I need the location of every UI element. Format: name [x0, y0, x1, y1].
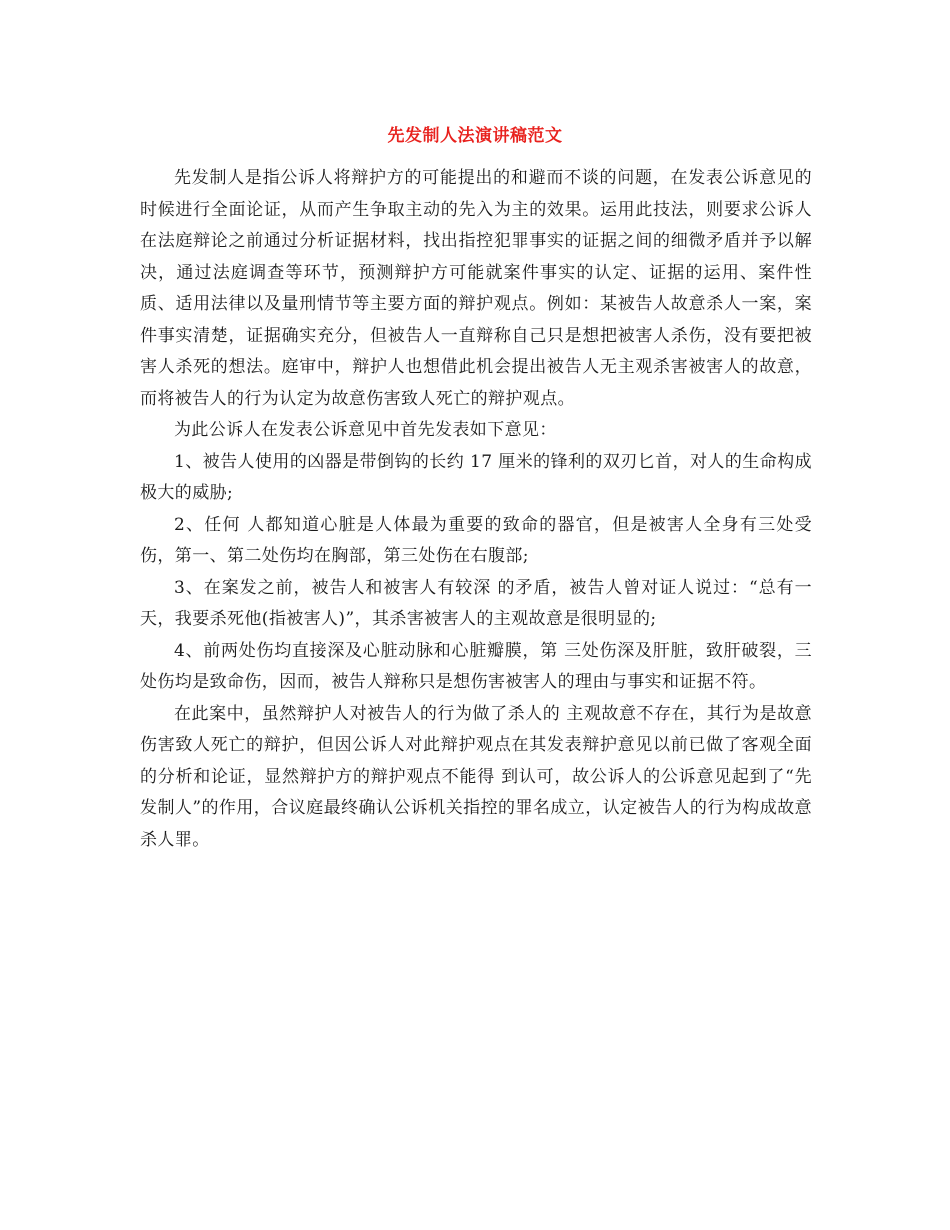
paragraph-point-1: 1、被告人使用的凶器是带倒钩的长约 17 厘米的锋利的双刃匕首，对人的生命构成极大的威胁; [140, 451, 812, 503]
paragraph-point-4: 4、前两处伤均直接深及心脏动脉和心脏瓣膜，第 三处伤深及肝脏，致肝破裂，三处伤均是致命伤，因而，被告人辩称只是想伤害被害人的理由与事实和证据不符。 [140, 640, 812, 692]
document-body [140, 163, 812, 856]
paragraph-point-3: 3、在案发之前，被告人和被害人有较深 的矛盾，被告人曾对证人说过：“总有一天，我要杀死他(指被害人)”，其杀害被害人的主观故意是很明显的; [140, 577, 812, 629]
paragraph-conclusion: 在此案中，虽然辩护人对被告人的行为做了杀人的 主观故意不存在，其行为是故意伤害致人死亡的辩护，但因公诉人对此辩护观点在其发表辩护意见以前已做了客观全面的分析和论证，显然辩护方的辩护观点不能得 到认可，故公诉人的公诉意见起到了“先发制人”的作用，合议庭最终确认公诉机关指控的罪名成立，认定被告人的行为构成故意杀人罪。 [140, 703, 812, 850]
document-title: 先发制人法演讲稿范文 [387, 126, 563, 146]
paragraph-intro: 先发制人是指公诉人将辩护方的可能提出的和避而不谈的问题，在发表公诉意见的时候进行全面论证，从而产生争取主动的先入为主的效果。运用此技法，则要求公诉人在法庭辩论之前通过分析证据材料，找出指控犯罪事实的证据之间的细微矛盾并予以解决，通过法庭调查等环节，预测辩护方可能就案件事实的认定、证据的运用、案件性质、适用法律以及量刑情节等主要方面的辩护观点。例如：某被告人故意杀人一案，案件事实清楚，证据确实充分，但被告人一直辩称自己只是想把被害人杀伤，没有要把被害人杀死的想法。庭审中，辩护人也想借此机会提出被告人无主观杀害被害人的故意，而将被告人的行为认定为故意伤害致人死亡的辩护观点。 [140, 168, 812, 409]
paragraph-opinion-lead: 为此公诉人在发表公诉意见中首先发表如下意见： [174, 420, 557, 440]
paragraph-point-2: 2、任何 人都知道心脏是人体最为重要的致命的器官，但是被害人全身有三处受伤，第一、第二处伤均在胸部，第三处伤在右腹部; [140, 514, 812, 566]
